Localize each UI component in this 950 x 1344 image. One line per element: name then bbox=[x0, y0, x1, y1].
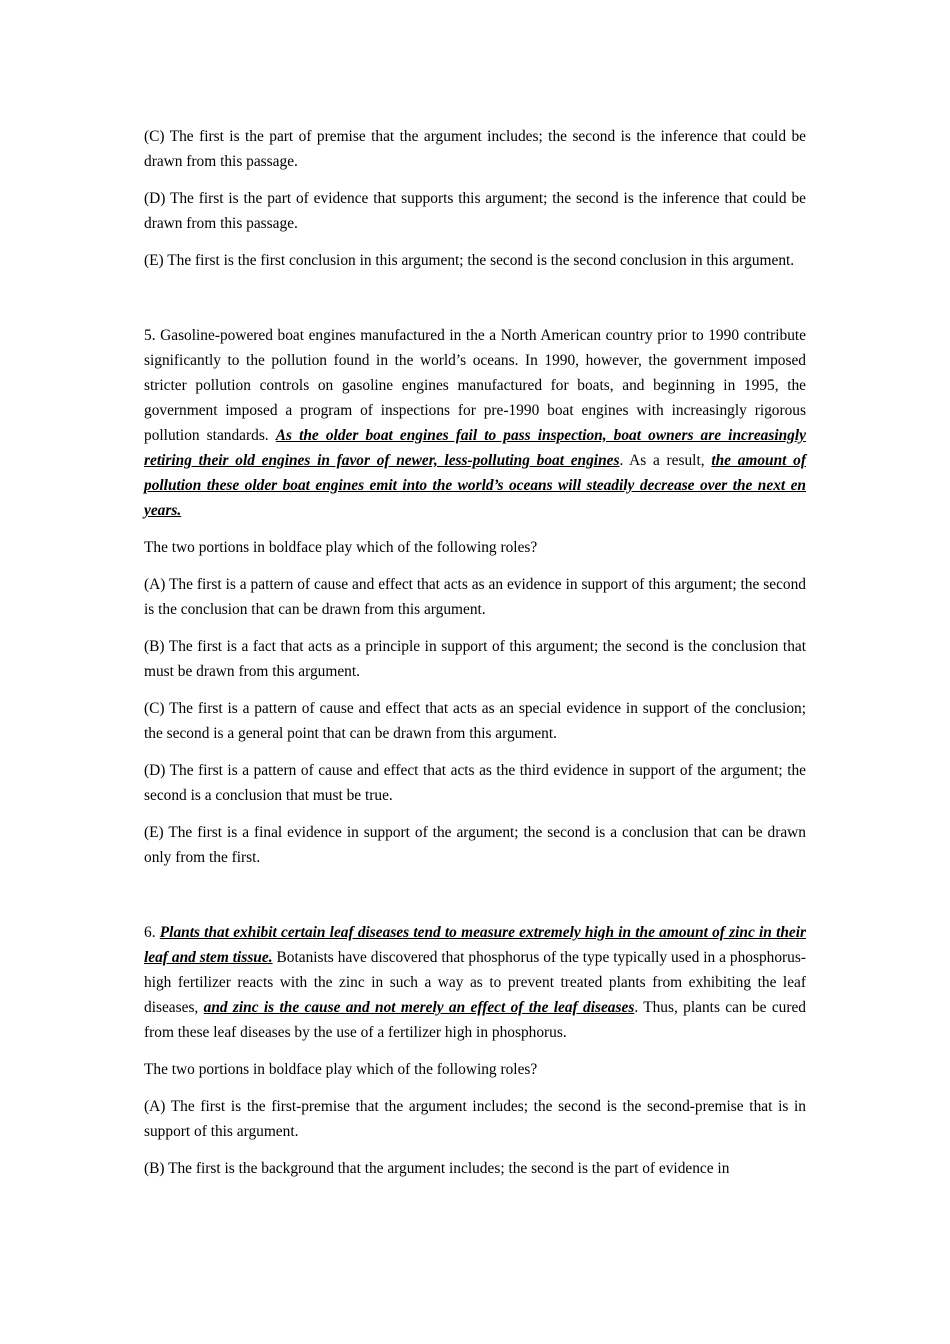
q4-option-d: (D) The first is the part of evidence that supports this argument; the second is the inference that could be drawn from this passage. bbox=[144, 190, 806, 232]
q6-end-text: . Thus, plants can be cured from these leaf diseases by the use of a fertilizer high in phosphorus. bbox=[144, 999, 806, 1041]
q5-connector: . As a result, bbox=[619, 452, 712, 469]
q5-stem-text: 5. Gasoline-powered boat engines manufactured in the a North American country prior to 1990 contribute significantly to the pollution found in the world’s oceans. In 1990, however, the government imposed stricter pollution controls on gasoline engines manufactured for boats, and beginning in 1995, the government imposed a program of inspections for pre-1990 boat engines with increasingly rigorous pollution standards. bbox=[144, 327, 806, 444]
q5-boldface-1: As the older boat engines fail to pass inspection, boat owners are increasingly retiring their old engines in favor of newer, less-polluting boat engines bbox=[144, 427, 806, 469]
document-page bbox=[144, 124, 806, 1193]
question-spacer bbox=[144, 882, 806, 920]
q6-stem bbox=[144, 920, 806, 1045]
q5-option-e: (E) The first is a final evidence in support of the argument; the second is a conclusion that can be drawn only from the first. bbox=[144, 824, 806, 866]
q5-question: The two portions in boldface play which of the following roles? bbox=[144, 539, 538, 556]
q5-option-b: (B) The first is a fact that acts as a principle in support of this argument; the second is the conclusion that must be drawn from this argument. bbox=[144, 638, 806, 680]
q6-option-b: (B) The first is the background that the argument includes; the second is the part of evidence in bbox=[144, 1160, 730, 1177]
q5-boldface-2: the amount of pollution these older boat engines emit into the world’s oceans will steadily decrease over the next en years. bbox=[144, 452, 806, 519]
q6-option-a: (A) The first is the first-premise that the argument includes; the second is the second-premise that is in support of this argument. bbox=[144, 1098, 806, 1140]
question-spacer bbox=[144, 285, 806, 323]
q4-option-e: (E) The first is the first conclusion in this argument; the second is the second conclusion in this argument. bbox=[144, 252, 795, 269]
q5-option-d: (D) The first is a pattern of cause and effect that acts as the third evidence in support of the argument; the second is a conclusion that must be true. bbox=[144, 762, 806, 804]
q6-boldface-2: and zinc is the cause and not merely an effect of the leaf diseases bbox=[203, 999, 635, 1016]
q6-boldface-1: Plants that exhibit certain leaf diseases tend to measure extremely high in the amount of zinc in their leaf and stem tissue. bbox=[144, 924, 806, 966]
q5-option-a: (A) The first is a pattern of cause and effect that acts as an evidence in support of this argument; the second is the conclusion that can be drawn from this argument. bbox=[144, 576, 806, 618]
q5-stem bbox=[144, 323, 806, 523]
q6-middle-text: Botanists have discovered that phosphorus of the type typically used in a phosphorus-high fertilizer reacts with the zinc in such a way as to prevent treated plants from exhibiting the leaf diseases, bbox=[144, 949, 806, 1016]
q4-option-c: (C) The first is the part of premise that the argument includes; the second is the inference that could be drawn from this passage. bbox=[144, 128, 806, 170]
q5-option-c: (C) The first is a pattern of cause and effect that acts as an special evidence in support of the conclusion; the second is a general point that can be drawn from this argument. bbox=[144, 700, 806, 742]
q6-number: 6. bbox=[144, 924, 160, 941]
q6-question: The two portions in boldface play which of the following roles? bbox=[144, 1061, 538, 1078]
